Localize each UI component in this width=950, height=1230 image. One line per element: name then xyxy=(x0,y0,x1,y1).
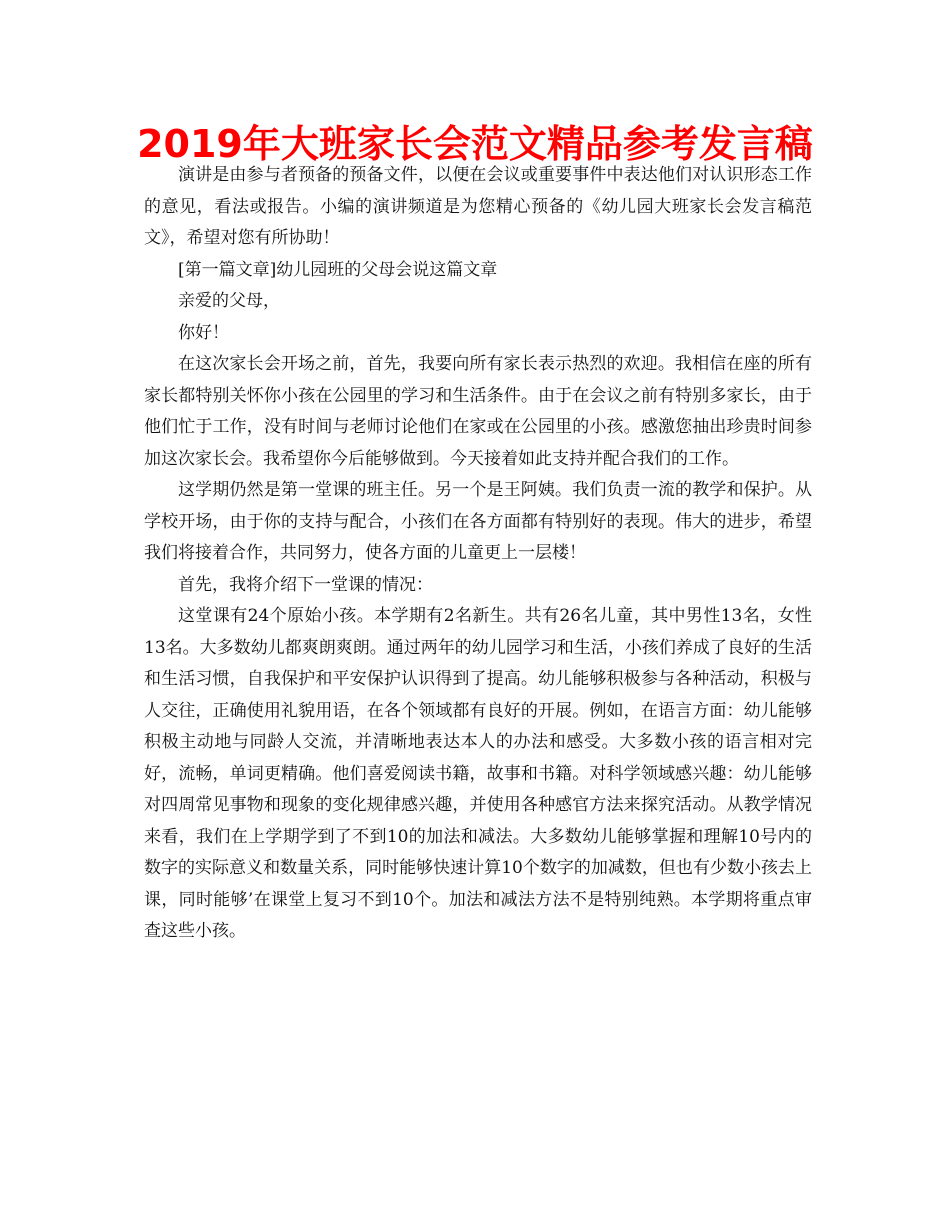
document-body xyxy=(144,160,812,948)
welcome-paragraph: 在这次家长会开场之前，首先，我要向所有家长表示热烈的欢迎。我相信在座的所有家长都特别关怀你小孩在公园里的学习和生活条件。由于在会议之前有特别多家长，由于他们忙于工作，没有时间与老师讨论他们在家或在公园里的小孩。感激您抽出珍贵时间参加这次家长会。我希望你今后能够做到。今天接着如此支持并配合我们的工作。 xyxy=(144,354,812,469)
salutation: 亲爱的父母， xyxy=(178,291,280,311)
article-heading: [第一篇文章]幼儿园班的父母会说这篇文章 xyxy=(178,259,498,280)
greeting: 你好！ xyxy=(178,322,229,343)
document-title: 2019年大班家长会范文精品参考发言稿 xyxy=(137,122,813,166)
teachers-paragraph: 这学期仍然是第一堂课的班主任。另一个是王阿姨。我们负责一流的教学和保护。从学校开场，由于你的支持与配合，小孩们在各方面都有特别好的表现。伟大的进步，希望我们将接着合作，共同努力，使各方面的儿童更上一层楼！ xyxy=(144,480,812,563)
introduction-line: 首先，我将介绍下一堂课的情况： xyxy=(178,574,433,595)
class-situation-paragraph: 这堂课有24个原始小孩。本学期有2名新生。共有26名儿童，其中男性13名，女性13名。大多数幼儿都爽朗爽朗。通过两年的幼儿园学习和生活，小孩们养成了良好的生活和生活习惯，自我保护和平安保护认识得到了提高。幼儿能够积极参与各种活动，积极与人交往，正确使用礼貌用语，在各个领域都有良好的开展。例如，在语言方面：幼儿能够积极主动地与同龄人交流，并清晰地表达本人的办法和感受。大多数小孩的语言相对完好，流畅，单词更精确。他们喜爱阅读书籍，故事和书籍。对科学领域感兴趣：幼儿能够对四周常见事物和现象的变化规律感兴趣，并使用各种感官方法来探究活动。从教学情况来看，我们在上学期学到了不到10的加法和减法。大多数幼儿能够掌握和理解10号内的数字的实际意义和数量关系，同时能够快速计算10个数字的加减数，但也有少数小孩去上课，同时能够’在课堂上复习不到10个。加法和减法方法不是特别纯熟。本学期将重点审查这些小孩。 xyxy=(144,606,812,941)
intro-paragraph: 演讲是由参与者预备的预备文件，以便在会议或重要事件中表达他们对认识形态工作的意见，看法或报告。小编的演讲频道是为您精心预备的《幼儿园大班家长会发言稿范文》，希望对您有所协助！ xyxy=(144,165,812,248)
